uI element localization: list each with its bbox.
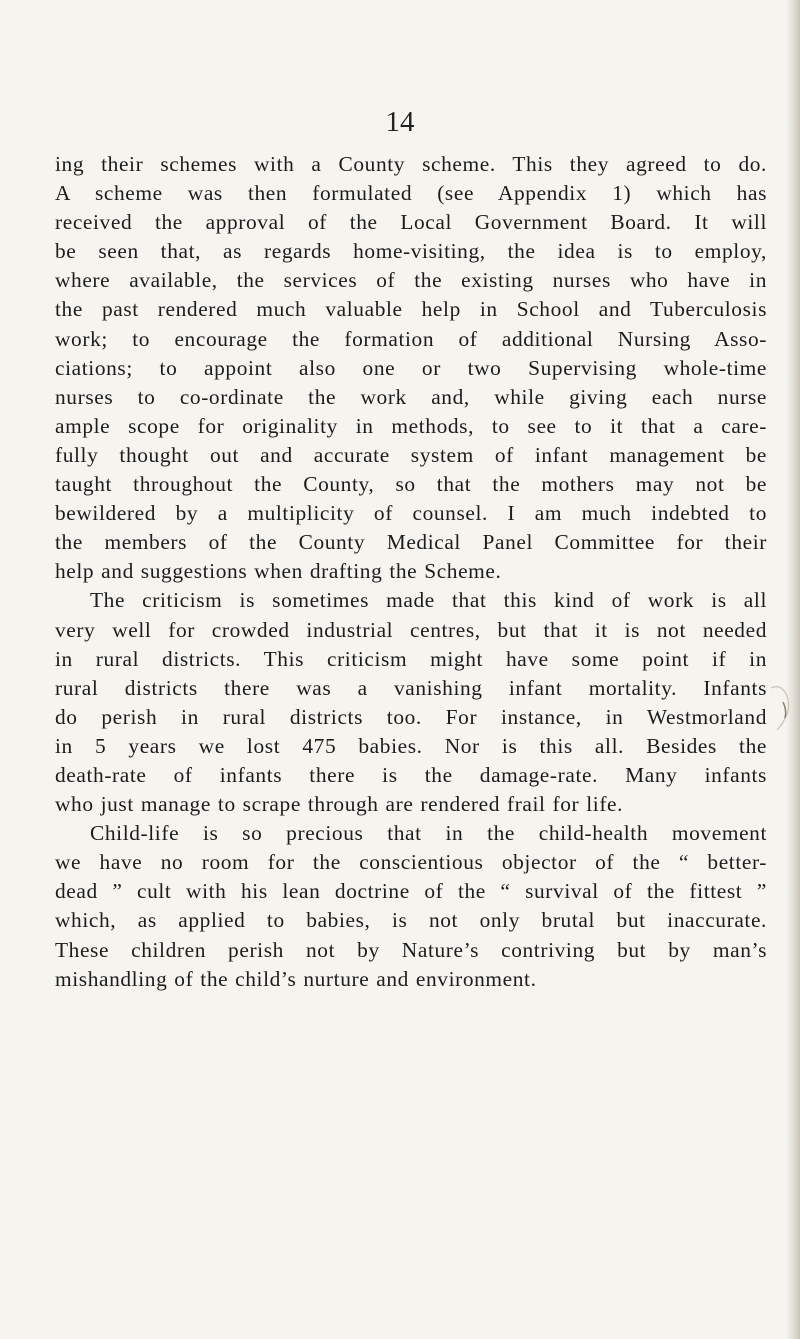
text-line: dead ” cult with his lean doctrine of the “ survival of the fittest ” bbox=[55, 879, 767, 904]
page-edge-shadow bbox=[786, 0, 800, 1339]
paragraph-3 bbox=[55, 819, 767, 994]
text-line: Child-life is so precious that in the child-health movement bbox=[90, 821, 767, 846]
text-line: work; to encourage the formation of additional Nursing Asso- bbox=[55, 326, 767, 351]
text-line: A scheme was then formulated (see Appendix 1) which has bbox=[55, 181, 767, 206]
text-line: nurses to co-ordinate the work and, while giving each nurse bbox=[55, 384, 767, 409]
text-line: mishandling of the child’s nurture and environment. bbox=[55, 966, 537, 991]
text-line: the members of the County Medical Panel Committee for their bbox=[55, 530, 767, 555]
text-line: ciations; to appoint also one or two Supervising whole-time bbox=[55, 355, 767, 380]
page-number: 14 bbox=[385, 106, 415, 138]
text-line: which, as applied to babies, is not only brutal but inaccurate. bbox=[55, 908, 767, 933]
text-line: ing their schemes with a County scheme. This they agreed to do. bbox=[55, 152, 767, 176]
paragraph-1 bbox=[55, 150, 767, 586]
text-line: ample scope for originality in methods, to see to it that a care- bbox=[55, 413, 767, 438]
text-line: do perish in rural districts too. For instance, in Westmorland bbox=[55, 704, 767, 729]
text-line: help and suggestions when drafting the Scheme. bbox=[55, 559, 502, 584]
text-line: fully thought out and accurate system of infant management be bbox=[55, 442, 767, 467]
text-line: who just manage to scrape through are rendered frail for life. bbox=[55, 792, 624, 817]
text-line: in rural districts. This criticism might have some point if in bbox=[55, 646, 767, 671]
text-line: These children perish not by Nature’s contriving but by man’s bbox=[55, 937, 767, 962]
text-line: rural districts there was a vanishing infant mortality. Infants bbox=[55, 675, 767, 700]
text-line: very well for crowded industrial centres, but that it is not needed bbox=[55, 617, 767, 642]
text-line: received the approval of the Local Government Board. It will bbox=[55, 210, 767, 235]
text-line: where available, the services of the existing nurses who have in bbox=[55, 268, 767, 293]
text-line: death-rate of infants there is the damage-rate. Many infants bbox=[55, 762, 767, 787]
text-line: bewildered by a multiplicity of counsel. I am much indebted to bbox=[55, 501, 767, 526]
text-line: the past rendered much valuable help in School and Tuberculosis bbox=[55, 297, 767, 322]
text-line: taught throughout the County, so that the mothers may not be bbox=[55, 472, 767, 497]
text-line: in 5 years we lost 475 babies. Nor is this all. Besides the bbox=[55, 733, 767, 758]
body-text bbox=[55, 150, 767, 994]
text-line: The criticism is sometimes made that this kind of work is all bbox=[90, 588, 767, 613]
text-line: we have no room for the conscientious objector of the “ better- bbox=[55, 850, 767, 875]
text-line: be seen that, as regards home-visiting, the idea is to employ, bbox=[55, 239, 767, 264]
paragraph-2 bbox=[55, 586, 767, 819]
